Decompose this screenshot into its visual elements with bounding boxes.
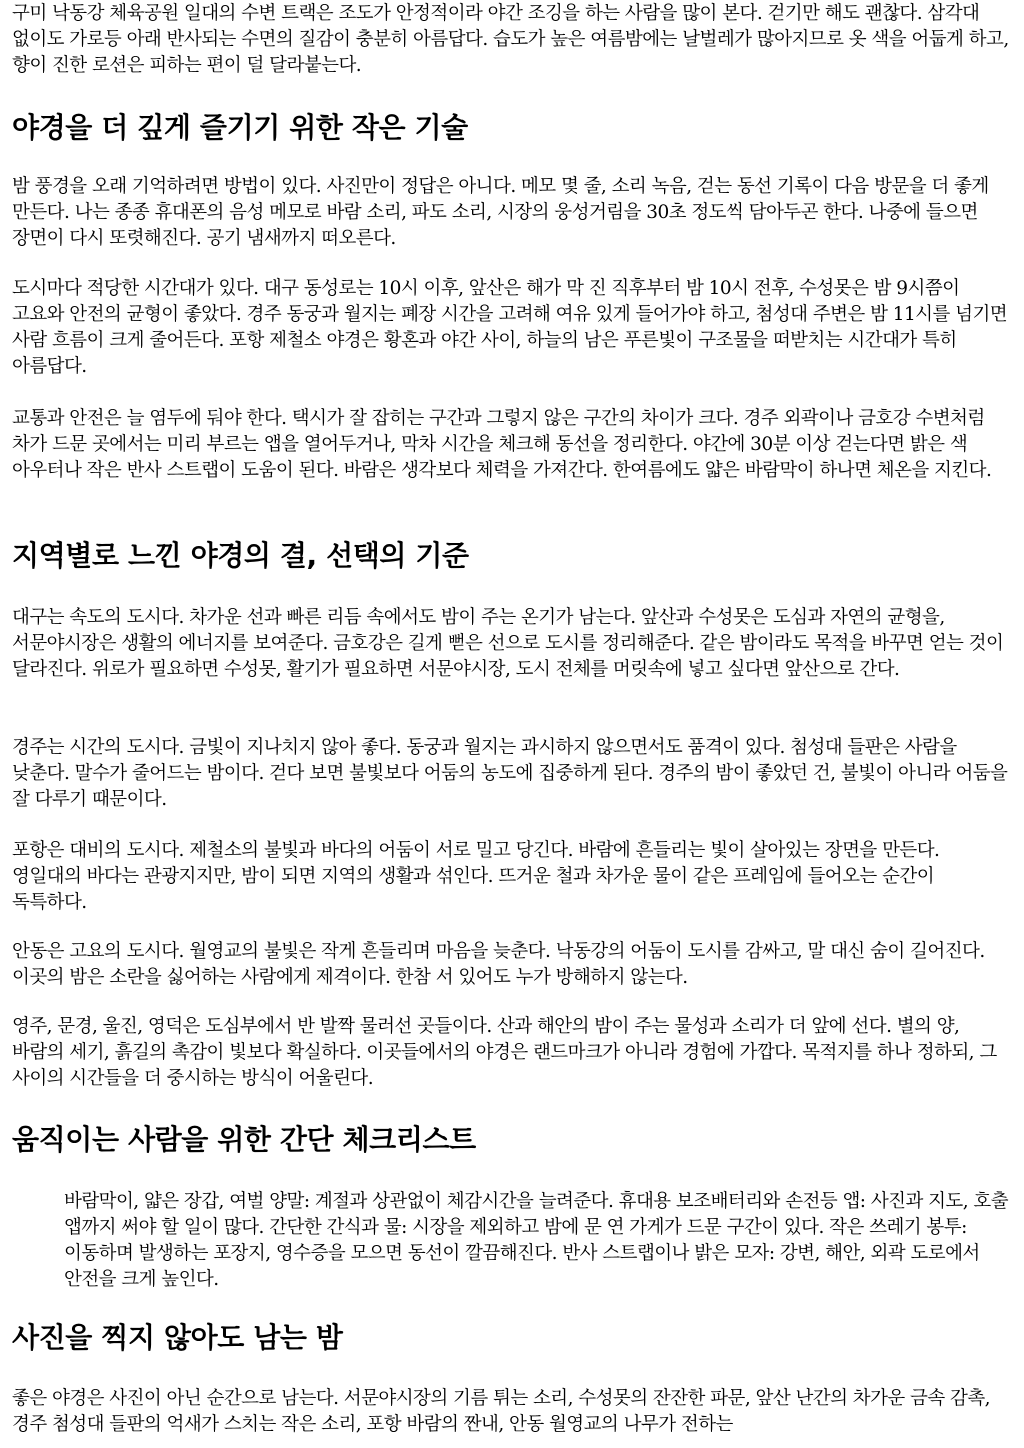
paragraph-pohang: 포항은 대비의 도시다. 제철소의 불빛과 바다의 어둠이 서로 밀고 당긴다. 바람에 흔들리는 빛이 살아있는 장면을 만든다. 영일대의 바다는 관광지지만, 밤이 되면 지역의 생활과 섞인다. 뜨거운 철과 차가운 물이 같은 프레임에 들어오는 순간이 독특하다.: [12, 840, 940, 913]
body-paragraph: [12, 939, 1012, 991]
section-heading: [12, 110, 1012, 146]
paragraph-gumi-riverside: 구미 낙동강 체육공원 일대의 수변 트랙은 조도가 안정적이라 야간 조깅을 하는 사람을 많이 본다. 걷기만 해도 괜찮다. 삼각대 없이도 가로등 아래 반사되는 수면의 질감이 충분히 아름답다. 습도가 높은 여름밤에는 날벌레가 많아지므로 옷 색을 어둡게 하고, 향이 진한 로션은 피하는 편이 덜 달라붙는다.: [12, 3, 1009, 76]
body-paragraph: [12, 174, 1012, 252]
heading-regional-texture: 지역별로 느낀 야경의 결, 선택의 기준: [12, 539, 469, 572]
paragraph-checklist: 바람막이, 얇은 장갑, 여벌 양말: 계절과 상관없이 체감시간을 늘려준다. 휴대용 보조배터리와 손전등 앱: 사진과 지도, 호출 앱까지 써야 할 일이 많다. 간단한 간식과 물: 시장을 제외하고 밤에 문 연 가게가 드문 구간이 있다. 작은 쓰레기 봉투: 이동하며 발생하는 포장지, 영수증을 모으면 동선이 깔끔해진다. 반사 스트랩이나 밝은 모자: 강변, 해안, 외곽 도로에서 안전을 크게 높인다.: [64, 1191, 1009, 1290]
section-heading: [12, 538, 1012, 574]
heading-checklist: 움직이는 사람을 위한 간단 체크리스트: [12, 1123, 476, 1156]
paragraph-daegu: 대구는 속도의 도시다. 차가운 선과 빠른 리듬 속에서도 밤이 주는 온기가 남는다. 앞산과 수성못은 도심과 자연의 균형을, 서문야시장은 생활의 에너지를 보여준다. 금호강은 길게 뻗은 선으로 도시를 정리해준다. 같은 밤이라도 목적을 바꾸면 얻는 것이 달라진다. 위로가 필요하면 수성못, 활기가 필요하면 서문야시장, 도시 전체를 머릿속에 넣고 싶다면 앞산으로 간다.: [12, 607, 1004, 680]
paragraph-moments: 좋은 야경은 사진이 아닌 순간으로 남는다. 서문야시장의 기름 튀는 소리, 수성못의 잔잔한 파문, 앞산 난간의 차가운 금속 감촉, 경주 첨성대 들판의 억새가 스치는 작은 소리, 포항 바람의 짠내, 안동 월영교의 나무가 전하는: [12, 1388, 990, 1435]
section-heading: [12, 1122, 1012, 1158]
body-paragraph: [12, 406, 1012, 484]
paragraph-time-slots: 도시마다 적당한 시간대가 있다. 대구 동성로는 10시 이후, 앞산은 해가 막 진 직후부터 밤 10시 전후, 수성못은 밤 9시쯤이 고요와 안전의 균형이 좋았다. 경주 동궁과 월지는 폐장 시간을 고려해 여유 있게 들어가야 하고, 첨성대 주변은 밤 11시를 넘기면 사람 흐름이 크게 줄어든다. 포항 제철소 야경은 황혼과 야간 사이, 하늘의 남은 푸른빛이 구조물을 떠받치는 시간대가 특히 아름답다.: [12, 278, 1008, 377]
paragraph-gyeongju: 경주는 시간의 도시다. 금빛이 지나치지 않아 좋다. 동궁과 월지는 과시하지 않으면서도 품격이 있다. 첨성대 들판은 사람을 낮춘다. 말수가 줄어드는 밤이다. 걷다 보면 불빛보다 어둠의 농도에 집중하게 된다. 경주의 밤이 좋았던 건, 불빛이 아니라 어둠을 잘 다루기 때문이다.: [12, 737, 1008, 810]
intro-paragraph: [12, 1, 1012, 79]
heading-night-without-photos: 사진을 찍지 않아도 남는 밤: [12, 1321, 343, 1354]
paragraph-other-regions: 영주, 문경, 울진, 영덕은 도심부에서 반 발짝 물러선 곳들이다. 산과 해안의 밤이 주는 물성과 소리가 더 앞에 선다. 별의 양, 바람의 세기, 흙길의 촉감이 빛보다 확실하다. 이곳들에서의 야경은 랜드마크가 아니라 경험에 가깝다. 목적지를 하나 정하되, 그 사이의 시간들을 더 중시하는 방식이 어울린다.: [12, 1016, 997, 1089]
body-paragraph: [12, 1386, 1012, 1438]
paragraph-transport-safety: 교통과 안전은 늘 염두에 둬야 한다. 택시가 잘 잡히는 구간과 그렇지 않은 구간의 차이가 크다. 경주 외곽이나 금호강 수변처럼 차가 드문 곳에서는 미리 부르는 앱을 열어두거나, 막차 시간을 체크해 동선을 정리한다. 야간에 30분 이상 걷는다면 밝은 색 아우터나 작은 반사 스트랩이 도움이 된다. 바람은 생각보다 체력을 가져간다. 한여름에도 얇은 바람막이 하나면 체온을 지킨다.: [12, 408, 992, 481]
checklist-blockquote: [64, 1189, 1012, 1293]
body-paragraph: [12, 605, 1012, 683]
body-paragraph: [12, 276, 1012, 380]
section-heading: [12, 1320, 1012, 1356]
body-paragraph: [12, 735, 1012, 813]
body-paragraph: [12, 838, 1012, 916]
body-paragraph: [12, 1014, 1012, 1092]
heading-night-view-techniques: 야경을 더 깊게 즐기기 위한 작은 기술: [12, 111, 468, 144]
paragraph-remember-night: 밤 풍경을 오래 기억하려면 방법이 있다. 사진만이 정답은 아니다. 메모 몇 줄, 소리 녹음, 걷는 동선 기록이 다음 방문을 더 좋게 만든다. 나는 종종 휴대폰의 음성 메모로 바람 소리, 파도 소리, 시장의 웅성거림을 30초 정도씩 담아두곤 한다. 나중에 들으면 장면이 다시 또렷해진다. 공기 냄새까지 떠오른다.: [12, 176, 989, 249]
paragraph-andong: 안동은 고요의 도시다. 월영교의 불빛은 작게 흔들리며 마음을 늦춘다. 낙동강의 어둠이 도시를 감싸고, 말 대신 숨이 길어진다. 이곳의 밤은 소란을 싫어하는 사람에게 제격이다. 한참 서 있어도 누가 방해하지 않는다.: [12, 941, 985, 988]
